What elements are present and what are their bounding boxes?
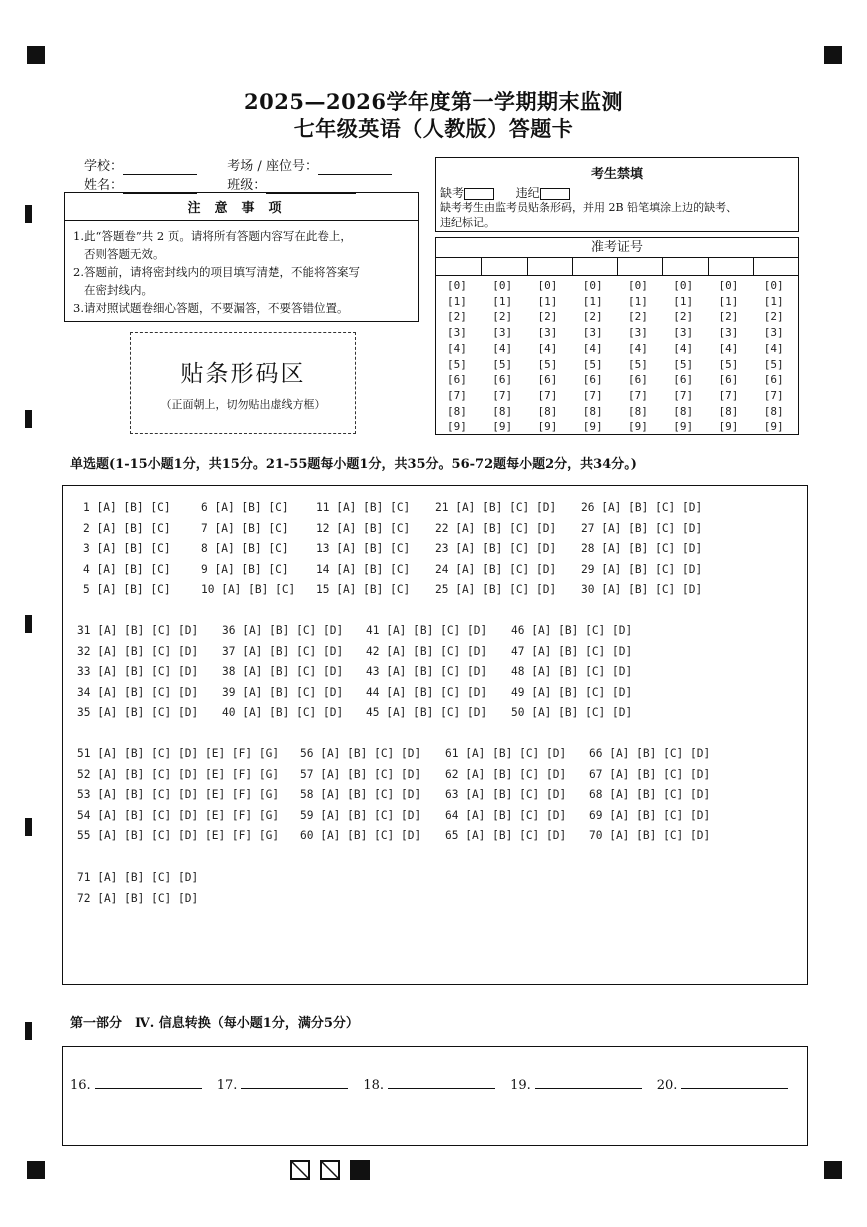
mc-question[interactable]: 61 [A] [B] [C] [D] — [445, 747, 567, 760]
digit-bubble[interactable]: [2] — [763, 310, 784, 324]
mc-question[interactable]: 70 [A] [B] [C] [D] — [589, 829, 711, 842]
digit-bubble[interactable]: [7] — [537, 388, 558, 402]
mc-question[interactable]: 32 [A] [B] [C] [D] — [77, 644, 199, 658]
mc-question[interactable]: 23 [A] [B] [C] [D] — [435, 542, 557, 555]
digit-bubble[interactable]: [3] — [492, 326, 513, 340]
notice-item: 3.请对照试题卷细心答题，不要漏答，不要答错位置。 — [73, 301, 349, 315]
digit-bubble[interactable]: [3] — [718, 326, 739, 340]
grid-divider — [617, 258, 618, 276]
digit-bubble[interactable]: [8] — [447, 404, 467, 418]
mc-question[interactable]: 35 [A] [B] [C] [D] — [77, 706, 199, 719]
school-field[interactable] — [123, 159, 197, 175]
mc-question[interactable]: 15 [A] [B] [C] — [316, 583, 411, 596]
digit-bubble[interactable]: [6] — [718, 373, 739, 387]
digit-bubble[interactable]: [1] — [537, 294, 558, 308]
digit-bubble[interactable]: [8] — [628, 404, 648, 418]
blank-number: 17. — [216, 1078, 238, 1093]
digit-bubble[interactable]: [7] — [492, 388, 513, 402]
digit-bubble[interactable]: [4] — [582, 341, 603, 355]
mc-question[interactable]: 14 [A] [B] [C] — [316, 562, 411, 576]
digit-bubble[interactable]: [5] — [447, 357, 467, 371]
mc-question[interactable]: 30 [A] [B] [C] [D] — [581, 583, 703, 596]
digit-bubble[interactable]: [7] — [673, 388, 694, 402]
mc-question[interactable]: 31 [A] [B] [C] [D] — [77, 624, 199, 637]
mc-question[interactable]: 8 [A] [B] [C] — [201, 542, 289, 555]
digit-bubble[interactable]: [6] — [628, 373, 648, 387]
digit-bubble[interactable]: [9] — [447, 420, 467, 434]
digit-bubble[interactable]: [2] — [447, 310, 467, 324]
mc-question[interactable]: 46 [A] [B] [C] [D] — [511, 624, 633, 637]
notice-box — [64, 192, 419, 322]
digit-bubble[interactable]: [6] — [763, 373, 784, 387]
digit-bubble[interactable]: [5] — [582, 357, 603, 371]
digit-bubble[interactable]: [8] — [673, 404, 694, 418]
digit-bubble[interactable]: [9] — [673, 420, 694, 434]
mc-question[interactable]: 54 [A] [B] [C] [D] [E] [F] [G] — [77, 808, 280, 822]
blank-number: 16. — [70, 1078, 91, 1093]
barcode-area — [130, 332, 356, 434]
mc-question[interactable]: 59 [A] [B] [C] [D] — [300, 808, 422, 822]
exam-number-column — [719, 278, 739, 435]
mc-question[interactable]: 45 [A] [B] [C] [D] — [366, 706, 488, 719]
digit-bubble[interactable]: [1] — [447, 294, 467, 308]
notice-item: 1.此“答题卷”共 2 页。请将所有答题内容写在此卷上， — [73, 229, 352, 243]
mc-question[interactable]: 28 [A] [B] [C] [D] — [581, 542, 703, 555]
class-label: 班级： — [227, 178, 267, 193]
page-mark-hatched-2 — [320, 1160, 340, 1180]
digit-bubble[interactable]: [8] — [582, 404, 603, 418]
mc-question[interactable]: 48 [A] [B] [C] [D] — [511, 665, 633, 678]
student-info — [84, 155, 392, 193]
digit-bubble[interactable]: [6] — [492, 373, 513, 387]
mc-question[interactable]: 57 [A] [B] [C] [D] — [300, 767, 422, 781]
mc-question[interactable]: 50 [A] [B] [C] [D] — [511, 706, 633, 719]
exam-number-column — [492, 278, 512, 435]
mc-question[interactable]: 7 [A] [B] [C] — [201, 521, 289, 535]
digit-bubble[interactable]: [5] — [673, 357, 694, 371]
mc-question[interactable]: 56 [A] [B] [C] [D] — [300, 747, 422, 760]
mc-question[interactable]: 44 [A] [B] [C] [D] — [366, 685, 488, 699]
digit-bubble[interactable]: [6] — [582, 373, 603, 387]
digit-bubble[interactable]: [1] — [673, 294, 694, 308]
digit-bubble[interactable]: [4] — [537, 341, 558, 355]
exam-number-column — [628, 278, 648, 435]
mc-question[interactable]: 40 [A] [B] [C] [D] — [222, 706, 344, 719]
digit-bubble[interactable]: [7] — [447, 388, 467, 402]
violation-checkbox[interactable] — [540, 188, 570, 200]
digit-bubble[interactable]: [4] — [673, 341, 694, 355]
mc-question[interactable]: 71 [A] [B] [C] [D] — [77, 871, 199, 884]
timing-mark — [25, 615, 32, 633]
digit-bubble[interactable]: [0] — [673, 279, 694, 292]
mc-question[interactable]: 64 [A] [B] [C] [D] — [445, 808, 567, 822]
notice-item: 在密封线内。 — [73, 283, 153, 297]
mc-question[interactable]: 43 [A] [B] [C] [D] — [366, 665, 488, 678]
digit-bubble[interactable]: [7] — [763, 388, 784, 402]
mc-question[interactable]: 33 [A] [B] [C] [D] — [77, 665, 199, 678]
mc-question[interactable]: 12 [A] [B] [C] — [316, 521, 411, 535]
digit-bubble[interactable]: [9] — [537, 420, 558, 434]
mc-question[interactable]: 25 [A] [B] [C] [D] — [435, 583, 557, 596]
digit-bubble[interactable]: [1] — [718, 294, 739, 308]
blank-number: 18. — [363, 1078, 385, 1093]
page-mark-filled — [350, 1160, 370, 1180]
digit-bubble[interactable]: [0] — [763, 279, 784, 292]
mc-question[interactable]: 62 [A] [B] [C] [D] — [445, 767, 567, 781]
registration-mark-top-right — [824, 46, 842, 64]
mc-question[interactable]: 26 [A] [B] [C] [D] — [581, 501, 703, 514]
digit-bubble[interactable]: [5] — [763, 357, 784, 371]
mc-question[interactable]: 36 [A] [B] [C] [D] — [222, 624, 344, 637]
blank-number: 20. — [656, 1078, 678, 1093]
digit-bubble[interactable]: [0] — [537, 279, 558, 292]
registration-mark-top-left — [27, 46, 45, 64]
notice-heading: 注意事项 — [65, 193, 418, 221]
digit-bubble[interactable]: [0] — [582, 279, 603, 292]
digit-bubble[interactable]: [2] — [582, 310, 603, 324]
mc-section-heading: 单选题(1-15小题1分，共15分。21-55题每小题1分，共35分。56-72题每小题2分，共34分。) — [70, 457, 637, 472]
digit-bubble[interactable]: [1] — [763, 294, 784, 308]
digit-bubble[interactable]: [9] — [582, 420, 603, 434]
registration-mark-bottom-left — [27, 1161, 45, 1179]
notice-item: 否则答题无效。 — [73, 247, 165, 261]
mc-question[interactable]: 47 [A] [B] [C] [D] — [511, 644, 633, 658]
room-seat-label: 考场 / 座位号： — [227, 159, 318, 174]
digit-bubble[interactable]: [0] — [628, 279, 648, 292]
mc-question[interactable]: 4 [A] [B] [C] — [83, 562, 171, 576]
grid-divider — [527, 258, 528, 276]
mc-question[interactable]: 68 [A] [B] [C] [D] — [589, 788, 711, 801]
grid-divider — [753, 258, 754, 276]
violation-label: 违纪 — [515, 186, 540, 200]
exam-number-grid — [435, 237, 799, 435]
digit-bubble[interactable]: [6] — [673, 373, 694, 387]
examiner-heading: 考生禁填 — [590, 167, 643, 182]
mc-question[interactable]: 65 [A] [B] [C] [D] — [445, 829, 567, 842]
digit-bubble[interactable]: [1] — [628, 294, 648, 308]
digit-bubble[interactable]: [0] — [492, 279, 513, 292]
page-title: 2025—2026学年度第一学期期末监测 — [244, 89, 623, 114]
digit-bubble[interactable]: [8] — [718, 404, 739, 418]
answer-blank[interactable] — [241, 1077, 348, 1089]
digit-bubble[interactable]: [4] — [447, 341, 467, 355]
digit-bubble[interactable]: [7] — [718, 388, 739, 402]
digit-bubble[interactable]: [9] — [492, 420, 513, 434]
timing-mark — [25, 410, 32, 428]
part4-heading: 第一部分 Ⅳ. 信息转换（每小题1分，满分5分） — [70, 1016, 359, 1031]
digit-bubble[interactable]: [3] — [447, 326, 467, 340]
digit-bubble[interactable]: [5] — [492, 357, 513, 371]
mc-question[interactable]: 24 [A] [B] [C] [D] — [435, 562, 557, 576]
digit-bubble[interactable]: [8] — [763, 404, 784, 418]
examiner-note-line1: 缺考考生由监考员贴条形码，并用 2B 铅笔填涂上边的缺考、 — [440, 201, 738, 214]
digit-bubble[interactable]: [8] — [537, 404, 558, 418]
mc-question[interactable]: 13 [A] [B] [C] — [316, 542, 411, 555]
grid-divider — [572, 258, 573, 276]
mc-question[interactable]: 42 [A] [B] [C] [D] — [366, 644, 488, 658]
mc-question[interactable]: 3 [A] [B] [C] — [83, 542, 171, 555]
digit-bubble[interactable]: [7] — [628, 388, 648, 402]
part4-answer-box — [62, 1046, 808, 1146]
mc-question[interactable]: 41 [A] [B] [C] [D] — [366, 624, 488, 637]
digit-bubble[interactable]: [3] — [673, 326, 694, 340]
digit-bubble[interactable]: [4] — [718, 341, 739, 355]
mc-question[interactable]: 58 [A] [B] [C] [D] — [300, 788, 422, 801]
notice-item: 2.答题前，请将密封线内的项目填写清楚，不能将答案写 — [73, 265, 360, 279]
digit-bubble[interactable]: [8] — [492, 404, 513, 418]
answer-blank[interactable] — [681, 1077, 788, 1089]
digit-bubble[interactable]: [1] — [492, 294, 513, 308]
digit-bubble[interactable]: [5] — [537, 357, 558, 371]
exam-number-column — [538, 278, 558, 435]
mc-question[interactable]: 72 [A] [B] [C] [D] — [77, 891, 199, 905]
barcode-title: 贴条形码区 — [180, 361, 306, 387]
exam-number-heading: 准考证号 — [436, 238, 798, 258]
fill-blank-item — [70, 1077, 202, 1093]
room-seat-field[interactable] — [318, 159, 392, 175]
digit-bubble[interactable]: [6] — [447, 373, 467, 387]
digit-bubble[interactable]: [4] — [492, 341, 513, 355]
answer-blank[interactable] — [388, 1077, 495, 1089]
mc-question[interactable]: 49 [A] [B] [C] [D] — [511, 685, 633, 699]
blank-number: 19. — [510, 1078, 531, 1093]
fill-blank-item — [657, 1077, 789, 1093]
grid-divider — [481, 258, 482, 276]
digit-bubble[interactable]: [3] — [628, 326, 648, 340]
mc-question[interactable]: 51 [A] [B] [C] [D] [E] [F] [G] — [77, 747, 280, 760]
examiner-box — [435, 157, 799, 232]
mc-question[interactable]: 55 [A] [B] [C] [D] [E] [F] [G] — [77, 829, 280, 842]
digit-bubble[interactable]: [4] — [628, 341, 648, 355]
mc-question[interactable]: 37 [A] [B] [C] [D] — [222, 644, 344, 658]
barcode-note: （正面朝上，切勿贴出虚线方框） — [160, 398, 326, 411]
digit-bubble[interactable]: [3] — [537, 326, 558, 340]
mc-question[interactable]: 34 [A] [B] [C] [D] — [77, 685, 199, 699]
absent-label: 缺考 — [440, 186, 465, 200]
fill-blank-item — [363, 1077, 495, 1093]
mc-question[interactable]: 66 [A] [B] [C] [D] — [589, 747, 711, 760]
timing-mark — [25, 1022, 32, 1040]
digit-bubble[interactable]: [3] — [582, 326, 603, 340]
exam-number-column — [447, 278, 467, 435]
mc-question[interactable]: 22 [A] [B] [C] [D] — [435, 521, 557, 535]
mc-question[interactable]: 5 [A] [B] [C] — [83, 583, 171, 596]
digit-bubble[interactable]: [2] — [492, 310, 513, 324]
mc-question[interactable]: 9 [A] [B] [C] — [201, 562, 289, 576]
digit-bubble[interactable]: [1] — [582, 294, 603, 308]
timing-mark — [25, 205, 32, 223]
examiner-note-line2: 违纪标记。 — [440, 216, 495, 229]
mc-answer-box — [62, 485, 808, 985]
timing-mark — [25, 818, 32, 836]
absent-checkbox[interactable] — [464, 188, 494, 200]
digit-bubble[interactable]: [2] — [718, 310, 739, 324]
answer-blank[interactable] — [95, 1077, 202, 1089]
mc-question[interactable]: 6 [A] [B] [C] — [201, 501, 289, 514]
digit-bubble[interactable]: [2] — [673, 310, 694, 324]
mc-question[interactable]: 67 [A] [B] [C] [D] — [589, 767, 711, 781]
digit-bubble[interactable]: [4] — [763, 341, 784, 355]
digit-bubble[interactable]: [7] — [582, 388, 603, 402]
digit-bubble[interactable]: [9] — [763, 420, 784, 434]
digit-bubble[interactable]: [2] — [537, 310, 558, 324]
school-label: 学校： — [84, 159, 124, 174]
digit-bubble[interactable]: [0] — [718, 279, 739, 292]
digit-bubble[interactable]: [5] — [718, 357, 739, 371]
mc-question[interactable]: 69 [A] [B] [C] [D] — [589, 808, 711, 822]
grid-divider — [662, 258, 663, 276]
name-label: 姓名： — [84, 178, 124, 193]
digit-bubble[interactable]: [0] — [447, 279, 467, 292]
digit-bubble[interactable]: [5] — [628, 357, 648, 371]
digit-bubble[interactable]: [3] — [763, 326, 784, 340]
digit-bubble[interactable]: [2] — [628, 310, 648, 324]
digit-bubble[interactable]: [9] — [718, 420, 739, 434]
fill-blank-item — [217, 1077, 349, 1093]
mc-question[interactable]: 60 [A] [B] [C] [D] — [300, 829, 422, 842]
exam-number-column — [673, 278, 693, 435]
mc-question[interactable]: 2 [A] [B] [C] — [83, 521, 171, 535]
grid-divider — [708, 258, 709, 276]
mc-question[interactable]: 10 [A] [B] [C] — [201, 583, 296, 596]
mc-question[interactable]: 21 [A] [B] [C] [D] — [435, 501, 557, 514]
exam-number-column — [764, 278, 784, 435]
mc-question[interactable]: 29 [A] [B] [C] [D] — [581, 562, 703, 576]
mc-question[interactable]: 53 [A] [B] [C] [D] [E] [F] [G] — [77, 788, 280, 801]
mc-question[interactable]: 52 [A] [B] [C] [D] [E] [F] [G] — [77, 767, 280, 781]
mc-question[interactable]: 38 [A] [B] [C] [D] — [222, 665, 344, 678]
digit-bubble[interactable]: [6] — [537, 373, 558, 387]
page-mark-hatched-1 — [290, 1160, 310, 1180]
exam-number-column — [583, 278, 603, 435]
registration-mark-bottom-right — [824, 1161, 842, 1179]
mc-question[interactable]: 27 [A] [B] [C] [D] — [581, 521, 703, 535]
mc-question[interactable]: 11 [A] [B] [C] — [316, 501, 411, 514]
mc-question[interactable]: 63 [A] [B] [C] [D] — [445, 788, 567, 801]
mc-question[interactable]: 39 [A] [B] [C] [D] — [222, 685, 344, 699]
answer-blank[interactable] — [535, 1077, 642, 1089]
notice-list — [65, 221, 418, 317]
mc-question[interactable]: 1 [A] [B] [C] — [83, 501, 171, 514]
digit-bubble[interactable]: [9] — [628, 420, 648, 434]
page-subtitle: 七年级英语（人教版）答题卡 — [293, 116, 574, 141]
fill-blank-item — [510, 1077, 642, 1093]
